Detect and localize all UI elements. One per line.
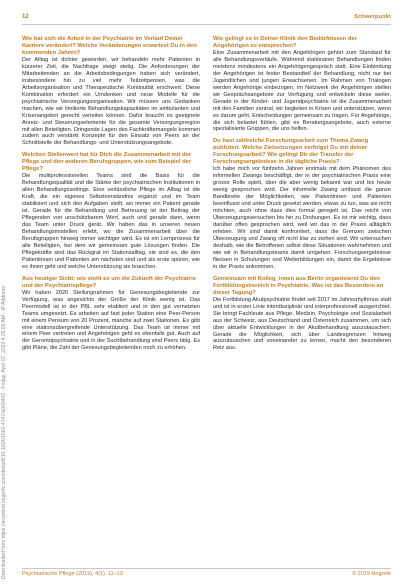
right-column [213,36,391,357]
page-number: 12 [22,14,29,20]
answer-paragraph: Die multiprofessionellen Teams sind die Basis für die Behandlungsqualität und die Stärke der psychiatrischen Institutionen in allen Behandlungssettings. Eine verlässliche Pflege im Alltag ist die Kraft, die ein eigenes Selbstverständnis ergänzt und im Team stabilisiert und sich den Aufgaben stellt, wo immer ein Patient gerade ist. Gerade für die Behandlung und Betreuung ist der Beitrag der Pflegenden von unschätzbarem Wert, auch und gerade dann, wenn das Team unter Druck gerät. Wir haben das in unseren neuen Behandlungsmodellen erlebt, wo die Zusammenarbeit über die Berufsgruppen hinweg immer wichtiger wird. Es ist ein Lernprozess für alle Beteiligten, bei dem wir gemeinsam gute Lösungen finden. Die Pflegekräfte sind das Rückgrat im Stationsalltag, sie sind es, die den Patientinnen und Patienten am nächsten sind und als erste spüren, wie es ihnen geht und welche Unterstützung sie brauchen. [22,173,200,270]
qa-block [213,276,391,353]
qa-block [22,152,200,270]
qa-block [22,276,200,353]
question-heading: Gemeinsam mit Kolleg_innen aus Berlin organisierst Du den Fortbildungsbereich in Psychiatrie. Was ist das Besondere an dieser Tagung? [213,275,384,296]
question-heading: Wie hat sich die Arbeit in der Psychiatrie im Verlauf Deiner Karriere verändert? Welche Veränderungen erwartest Du in den kommenden Jahren? [22,36,197,56]
citation: Psychiatrische Pflege (2019), 4(1), 11–13 [22,571,123,577]
left-column [22,36,200,357]
answer-paragraph: Wir haben 2020 Stellungnahmen für Genesungsbegleitende zur Verfügung, was angesichts der Größe der Klinik wenig ist. Das Peermodell ist in der PBL sehr etabliert und in den gut vernetzten Teams umgesetzt. Es arbeiten auf fast jeder Station eine Peer-Person mit einem Pensum von 20 Prozent, manche auf zwei Stationen. Es gibt eine stationsübergreifende Unterstützung. Das Team ist immer mit einem Peer vertreten und Angehörigen geht es ebenfalls gut. Auch auf der Gerontopsychiatrie und in der Suchtbehandlung sind Peers tätig. Es gibt Pläne, die Zahl der Genesungsbegleitenden noch zu erhöhen. [22,289,200,352]
qa-block [213,138,391,270]
question-heading: Aus heutiger Sicht: wie steht es um die Zukunft der Psychiatrie und der Psychiatriepflege? [22,275,196,289]
page-footer [22,568,391,577]
answer-paragraph: Ich habe mich vor fünfzehn Jahren erstmals mit dem Phänomen des informellen Zwangs beschäftigt, der in der psychiatrischen Praxis eine grosse Rolle spielt, über die aber wenig bekannt war und bis heute wenig gesprochen wird. Der informelle Zwang umfasst die ganze Bandbreite der Möglichkeiten, wie Patientinnen und Patienten beeinflusst und unter Druck gesetzt werden, etwas zu tun, was sie nicht möchten, auch ohne dass dies formal geregelt ist. Das reicht von Überzeugungsversuchen bis hin zu Drohungen. Es ist mir wichtig, dass darüber offen gesprochen wird, weil wir das in der Praxis alltäglich erleben. Wir sind damit konfrontiert, dass die Grenzen zwischen Überzeugung und Zwang oft nicht klar zu ziehen sind. Wir untersuchen deshalb, wie die Betroffenen selbst diese Situationen wahrnehmen und wie wir in Behandlungsteams damit umgehen. Forschungsergebnisse fliessen in Schulungen und Weiterbildungen ein, damit die Ergebnisse in der Praxis ankommen. [213,166,391,270]
copyright: © 2019 Hogrefe [352,571,391,577]
section-label: Schwerpunkt [354,14,391,20]
answer-paragraph: Die Fortbildung Akutpsychiatrie findet seit 2017 im Jahresrhythmus statt und ist in erster Linie interdisziplinär und interprofessionell ausgerichtet. Sie bringt Fachleute aus Pflege, Medizin, Psychologie und Sozialarbeit aus der Schweiz, aus Deutschland und Österreich zusammen, um sich über aktuelle Entwicklungen in der Akutbehandlung auszutauschen. Gerade die Möglichkeit, sich über Landesgrenzen hinweg auszutauschen und voneinander zu lernen, macht den besonderen Reiz aus. [213,296,391,352]
question-heading: Welchen Stellenwert hat für Dich die Zusammenarbeit mit der Pflege und den anderen Berufsgruppen, wie zum Beispiel der Pflege? [22,152,192,173]
qa-block [22,36,200,147]
answer-paragraph: Der Alltag ist dichter geworden, wir behandeln mehr Patienten in kürzerer Zeit, die Nachfrage steigt stetig. Die Anforderungen der Mitarbeitenden an die Arbeitsbedingungen haben sich verändert, insbesondere hin zu viel mehr Teilzeitpensen, was die Arbeitsorganisation und Therapeutische Kontinuität erschwert. Diese Kombination erfordert ein Umdenken und neue Modelle für die psychiatrische Versorgungsorganisation. Wir müssen uns Gedanken machen, wie wir limitierte Behandlungskapazitäten im ambulanten und Krisenangebot gerecht verteilen können. Dafür braucht es geeignete Anreiz- und Steuerungselemente für die gesamte Versorgungsregion mit allen Beteiligten. Dringende Lagen des Fachkräftemangels kommen zudem auch verstärkt Konzepte für den Einsatz von Peers an der Schnittstelle der Behandlungs- und Unterstützungsangebote. [22,57,200,147]
question-heading: Du hast zahlreiche Forschungsarbeit zum Thema Zwang publiziert. Welche Zielsetzungen verfolgst Du mit deiner Forschungsarbeit? Wie gelingt Dir der Transfer der Forschungsergebnisse in die tägliche Praxis? [213,138,369,166]
page-header [22,14,391,25]
download-watermark [1,6,8,579]
qa-block [213,36,391,133]
answer-paragraph: Eine Zusammenarbeit mit den Angehörigen gehört zum Standard für alle Behandlungsverläufe. Während stationären Behandlungen finden meistens mindestens ein Angehörigengespräch statt. Eine Einbindung der Angehörigen ist fester Bestandteil der Behandlung, nicht nur bei Jugendlichen und jungen Erwachsenen. Im Rahmen von Trialogen werden Angehörige einbezogen, im Netzwerk der Angehörigen stellen wir Gesprächsangebote zur Verfügung und entwickeln diese weiter. Gerade in der Kinder- und Jugendpsychiatrie ist die Zusammenarbeit mit den Familien zentral, wir begleiten in Krisen und unterstützen, wenn es darum geht, Entscheidungen gemeinsam zu tragen. Für Angehörige, die sich belastet fühlen, gibt es Beratungsangebote, auch externe spezialisierte Gruppen, die uns helfen. [213,50,391,133]
question-heading: Wie gelingt es in Deiner Klinik den Bedürfnissen der Angehörigen zu entsprechen? [213,36,357,49]
download-watermark-text: Downloaded from https://econtent.hogrefe.com/doi/pdf/10.1024/1661-4747/a000443 - Friday, April 07, 2023 4:25:05 AM - IP Address: [1,285,7,579]
